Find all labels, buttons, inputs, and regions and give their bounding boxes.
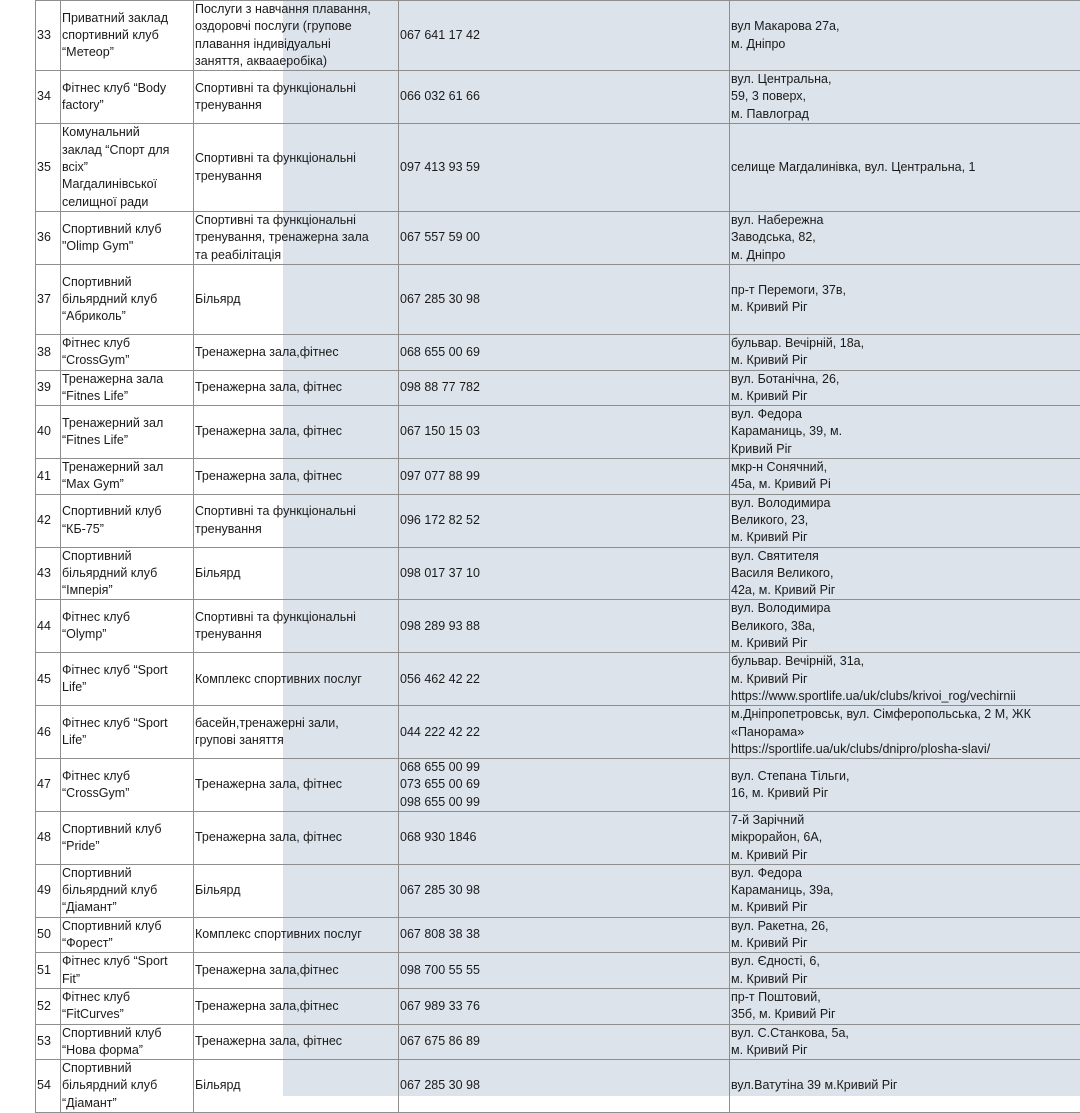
services-cell: Спортивні та функціональні тренування (194, 124, 399, 212)
row-number-cell: 34 (36, 71, 61, 124)
table-row (36, 406, 1080, 459)
row-number-cell: 33 (36, 1, 61, 71)
services-cell: басейн,тренажерні зали, групові заняття (194, 706, 399, 759)
phone-cell: 098 700 55 55 (399, 953, 730, 989)
address-cell: м.Дніпропетровськ, вул. Сімферопольська, 2 М, ЖК «Панорама» https://sportlife.ua/uk/clubs/dnipro/plosha-slavi/ (730, 706, 1080, 759)
table-row (36, 370, 1080, 406)
club-name-cell: Фітнес клуб “Body factory” (61, 71, 194, 124)
table-row (36, 988, 1080, 1024)
club-name-cell: Тренажерний зал “Fitnes Life” (61, 406, 194, 459)
row-number-cell: 45 (36, 653, 61, 706)
phone-cell: 098 289 93 88 (399, 600, 730, 653)
address-cell: бульвар. Вечірній, 18а, м. Кривий Ріг (730, 334, 1080, 370)
club-name-cell: Фітнес клуб “Sport Fit” (61, 953, 194, 989)
address-cell: вул. Ботанічна, 26, м. Кривий Ріг (730, 370, 1080, 406)
address-cell: вул. Володимира Великого, 23, м. Кривий Ріг (730, 494, 1080, 547)
services-cell: Тренажерна зала, фітнес (194, 459, 399, 495)
phone-cell: 098 88 77 782 (399, 370, 730, 406)
table-row (36, 917, 1080, 953)
club-name-cell: Спортивний клуб “Pride” (61, 811, 194, 864)
services-cell: Тренажерна зала, фітнес (194, 811, 399, 864)
table-row (36, 1060, 1080, 1113)
phone-cell: 067 641 17 42 (399, 1, 730, 71)
table-row (36, 212, 1080, 265)
services-cell: Спортивні та функціональні тренування (194, 71, 399, 124)
phone-cell: 067 150 15 03 (399, 406, 730, 459)
address-cell: вул. Степана Тільги, 16, м. Кривий Ріг (730, 759, 1080, 812)
services-cell: Спортивні та функціональні тренування (194, 600, 399, 653)
address-cell: вул. Святителя Василя Великого, 42а, м. Кривий Ріг (730, 547, 1080, 600)
services-cell: Спортивні та функціональні тренування, тренажерна зала та реабілітація (194, 212, 399, 265)
table-row (36, 953, 1080, 989)
phone-cell: 067 675 86 89 (399, 1024, 730, 1060)
services-cell: Тренажерна зала, фітнес (194, 1024, 399, 1060)
table-row (36, 71, 1080, 124)
row-number-cell: 42 (36, 494, 61, 547)
table-row (36, 864, 1080, 917)
phone-cell: 068 930 1846 (399, 811, 730, 864)
services-cell: Послуги з навчання плавання, оздоровчі послуги (групове плавання індивідуальні заняття, аквааеробіка) (194, 1, 399, 71)
address-cell: 7-й Зарічний мікрорайон, 6А, м. Кривий Ріг (730, 811, 1080, 864)
address-cell: вул Макарова 27а, м. Дніпро (730, 1, 1080, 71)
address-cell: вул. Федора Караманиць, 39, м. Кривий Ріг (730, 406, 1080, 459)
row-number-cell: 37 (36, 264, 61, 334)
address-cell: бульвар. Вечірній, 31а, м. Кривий Ріг https://www.sportlife.ua/uk/clubs/krivoi_rog/vechirnii (730, 653, 1080, 706)
phone-cell: 068 655 00 69 (399, 334, 730, 370)
club-name-cell: Фітнес клуб “CrossGym” (61, 759, 194, 812)
club-name-cell: Комунальний заклад “Спорт для всіх” Магдалинівської селищної ради (61, 124, 194, 212)
address-cell: вул. С.Станкова, 5а, м. Кривий Ріг (730, 1024, 1080, 1060)
row-number-cell: 51 (36, 953, 61, 989)
club-name-cell: Спортивний більярдний клуб “Імперія” (61, 547, 194, 600)
club-name-cell: Фітнес клуб “Olymp” (61, 600, 194, 653)
row-number-cell: 40 (36, 406, 61, 459)
services-cell: Комплекс спортивних послуг (194, 917, 399, 953)
services-cell: Тренажерна зала, фітнес (194, 759, 399, 812)
table-row (36, 759, 1080, 812)
address-cell: вул. Федора Караманиць, 39а, м. Кривий Ріг (730, 864, 1080, 917)
table-row (36, 600, 1080, 653)
table-row (36, 124, 1080, 212)
row-number-cell: 54 (36, 1060, 61, 1113)
phone-cell: 097 413 93 59 (399, 124, 730, 212)
phone-cell: 056 462 42 22 (399, 653, 730, 706)
services-cell: Тренажерна зала, фітнес (194, 406, 399, 459)
phone-cell: 067 808 38 38 (399, 917, 730, 953)
sports-clubs-table (35, 0, 1080, 1113)
services-cell: Комплекс спортивних послуг (194, 653, 399, 706)
table-row (36, 811, 1080, 864)
services-cell: Тренажерна зала,фітнес (194, 334, 399, 370)
phone-cell: 067 285 30 98 (399, 1060, 730, 1113)
table-row (36, 1024, 1080, 1060)
club-name-cell: Фітнес клуб “Sport Life” (61, 653, 194, 706)
row-number-cell: 44 (36, 600, 61, 653)
club-name-cell: Спортивний більярдний клуб “Діамант” (61, 864, 194, 917)
row-number-cell: 47 (36, 759, 61, 812)
club-name-cell: Спортивний клуб "Olimp Gym" (61, 212, 194, 265)
club-name-cell: Спортивний більярдний клуб “Абриколь” (61, 264, 194, 334)
table-row (36, 264, 1080, 334)
address-cell: пр-т Перемоги, 37в, м. Кривий Ріг (730, 264, 1080, 334)
phone-cell: 067 989 33 76 (399, 988, 730, 1024)
row-number-cell: 49 (36, 864, 61, 917)
club-name-cell: Фітнес клуб “CrossGym” (61, 334, 194, 370)
phone-cell: 066 032 61 66 (399, 71, 730, 124)
row-number-cell: 36 (36, 212, 61, 265)
row-number-cell: 39 (36, 370, 61, 406)
services-cell: Більярд (194, 1060, 399, 1113)
phone-cell: 098 017 37 10 (399, 547, 730, 600)
address-cell: вул. Центральна, 59, 3 поверх, м. Павлоград (730, 71, 1080, 124)
address-cell: мкр-н Сонячний, 45а, м. Кривий Рі (730, 459, 1080, 495)
services-cell: Більярд (194, 864, 399, 917)
table-row (36, 494, 1080, 547)
table-row (36, 1, 1080, 71)
services-cell: Більярд (194, 547, 399, 600)
club-name-cell: Спортивний клуб “КБ-75” (61, 494, 194, 547)
club-name-cell: Приватний заклад спортивний клуб “Метеор” (61, 1, 194, 71)
table-row (36, 547, 1080, 600)
phone-cell: 068 655 00 99 073 655 00 69 098 655 00 99 (399, 759, 730, 812)
row-number-cell: 53 (36, 1024, 61, 1060)
row-number-cell: 50 (36, 917, 61, 953)
club-name-cell: Фітнес клуб “FitCurves” (61, 988, 194, 1024)
row-number-cell: 38 (36, 334, 61, 370)
phone-cell: 096 172 82 52 (399, 494, 730, 547)
club-name-cell: Фітнес клуб “Sport Life” (61, 706, 194, 759)
phone-cell: 067 557 59 00 (399, 212, 730, 265)
table-row (36, 653, 1080, 706)
row-number-cell: 52 (36, 988, 61, 1024)
club-name-cell: Тренажерний зал “Max Gym” (61, 459, 194, 495)
address-cell: вул. Володимира Великого, 38а, м. Кривий Ріг (730, 600, 1080, 653)
table-row (36, 706, 1080, 759)
row-number-cell: 48 (36, 811, 61, 864)
services-cell: Тренажерна зала,фітнес (194, 953, 399, 989)
address-cell: вул. Набережна Заводська, 82, м. Дніпро (730, 212, 1080, 265)
table-row (36, 459, 1080, 495)
phone-cell: 097 077 88 99 (399, 459, 730, 495)
row-number-cell: 46 (36, 706, 61, 759)
row-number-cell: 41 (36, 459, 61, 495)
phone-cell: 067 285 30 98 (399, 264, 730, 334)
address-cell: селище Магдалинівка, вул. Центральна, 1 (730, 124, 1080, 212)
row-number-cell: 43 (36, 547, 61, 600)
address-cell: пр-т Поштовий, 35б, м. Кривий Ріг (730, 988, 1080, 1024)
club-name-cell: Тренажерна зала “Fitnes Life” (61, 370, 194, 406)
phone-cell: 044 222 42 22 (399, 706, 730, 759)
services-cell: Тренажерна зала,фітнес (194, 988, 399, 1024)
phone-cell: 067 285 30 98 (399, 864, 730, 917)
row-number-cell: 35 (36, 124, 61, 212)
club-name-cell: Спортивний більярдний клуб “Діамант” (61, 1060, 194, 1113)
table-row (36, 334, 1080, 370)
services-cell: Більярд (194, 264, 399, 334)
club-name-cell: Спортивний клуб “Нова форма” (61, 1024, 194, 1060)
table-body (36, 1, 1080, 1113)
services-cell: Спортивні та функціональні тренування (194, 494, 399, 547)
address-cell: вул. Ракетна, 26, м. Кривий Ріг (730, 917, 1080, 953)
services-cell: Тренажерна зала, фітнес (194, 370, 399, 406)
address-cell: вул.Ватутіна 39 м.Кривий Ріг (730, 1060, 1080, 1113)
club-name-cell: Спортивний клуб “Форест” (61, 917, 194, 953)
address-cell: вул. Єдності, 6, м. Кривий Ріг (730, 953, 1080, 989)
